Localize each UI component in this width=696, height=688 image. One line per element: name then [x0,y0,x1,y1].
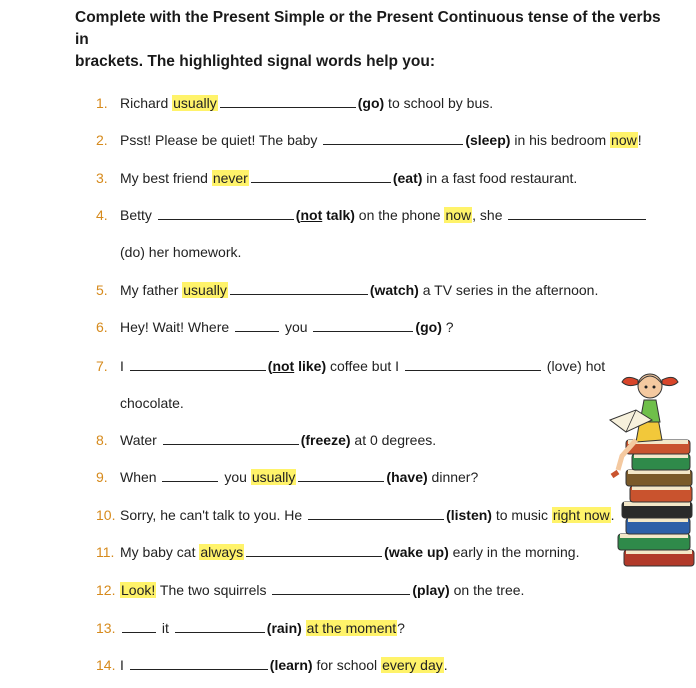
answer-blank[interactable] [235,318,279,332]
signal-word: Look! [121,582,156,598]
item-number: 2. [96,132,108,148]
text: you [281,319,312,335]
signal-word: always [200,544,244,560]
signal-word: right now [552,507,610,523]
signal-word: now [611,132,637,148]
item-number: 13. [96,620,116,636]
verb-hint [296,207,355,223]
text: to music [491,507,552,523]
text: for school [312,657,382,673]
text: My best friend [120,170,212,186]
text: I [120,358,128,374]
verb-hint: (go) [357,95,385,111]
exercise-14 [96,656,448,674]
text: ! [637,132,642,148]
item-number: 12. [96,582,116,598]
answer-blank[interactable] [130,656,268,670]
item-number: 1. [96,95,108,111]
item-number: 11. [96,544,115,560]
exercise-13 [96,619,405,637]
verb-hint: (eat) [392,170,423,186]
answer-blank[interactable] [162,468,218,482]
verb-hint: (have) [386,469,428,485]
text: My father [120,282,183,298]
signal-word: usually [183,282,227,298]
answer-blank[interactable] [251,169,391,183]
verb-hint: (learn) [269,657,313,673]
answer-blank[interactable] [220,94,356,108]
answer-blank[interactable] [130,357,266,371]
text: Richard [120,95,173,111]
answer-blank[interactable] [508,206,646,220]
text: ? [441,319,454,335]
text: on the phone [354,207,445,223]
verb-hint: (wake up) [384,544,449,560]
verb-hint: (freeze) [300,432,351,448]
item-number: 10. [96,507,116,523]
text: at 0 degrees. [350,432,437,448]
answer-blank[interactable] [163,431,299,445]
verb-hint: (watch) [369,282,419,298]
verb-hint: (go) [415,319,442,335]
verb-hint: (sleep) [465,132,511,148]
girl-reading-on-books-illustration [596,360,696,570]
signal-word: usually [251,469,296,485]
exercise-7-continued: chocolate. [120,395,184,411]
text: Sorry, he can't talk to you. He [120,507,307,523]
exercise-12 [96,581,524,599]
text: (love) hot [542,358,606,374]
text: When [120,469,161,485]
signal-word: never [212,170,248,186]
item-number: 5. [96,282,108,298]
exercise-2 [96,131,642,149]
text: dinner? [427,469,479,485]
exercise-9 [96,468,478,486]
text: The two squirrels [156,582,271,598]
verb-hint: (listen) [446,507,492,523]
text: Water [120,432,161,448]
answer-blank[interactable] [175,619,265,633]
item-number: 6. [96,319,108,335]
verb-hint: (play) [412,582,450,598]
answer-blank[interactable] [246,543,382,557]
answer-blank[interactable] [313,318,413,332]
answer-blank[interactable] [158,206,294,220]
exercise-10 [96,506,615,524]
exercise-4 [96,206,648,224]
text: it [158,620,173,636]
exercise-4-continued: (do) her homework. [120,244,242,260]
answer-blank[interactable] [122,619,156,633]
exercise-11 [96,543,579,561]
answer-blank[interactable] [323,131,463,145]
text: you [220,469,251,485]
negation: not [300,207,323,223]
exercise-5 [96,281,598,299]
signal-word: now [445,207,472,223]
text: in a fast food restaurant. [422,170,578,186]
exercise-8 [96,431,436,449]
text: ? [397,620,405,636]
item-number: 8. [96,432,108,448]
text: talk) [322,207,355,223]
negation: not [272,358,295,374]
answer-blank[interactable] [230,281,368,295]
text: Betty [120,207,156,223]
text: to school by bus. [384,95,494,111]
text: . [610,507,615,523]
text: , she [472,207,507,223]
instructions-line-2: brackets. The highlighted signal words help you: [75,53,435,70]
signal-word: at the moment [306,620,397,636]
instructions [75,7,675,73]
text: . [443,657,448,673]
text: early in the morning. [448,544,580,560]
text: My baby cat [120,544,200,560]
instructions-line-1: Complete with the Present Simple or the Present Continuous tense of the verbs in [75,9,661,48]
text: ( [295,207,301,223]
signal-word: every day [382,657,443,673]
text: Hey! Wait! Where [120,319,234,335]
text: a TV series in the afternoon. [418,282,599,298]
answer-blank[interactable] [308,506,444,520]
answer-blank[interactable] [272,581,410,595]
exercise-6 [96,318,454,336]
text: Psst! Please be quiet! The baby [120,132,322,148]
item-number: 4. [96,207,108,223]
item-number: 7. [96,358,108,374]
text: I [120,657,128,673]
answer-blank[interactable] [298,468,384,482]
answer-blank[interactable] [405,357,541,371]
verb-hint: (rain) [266,620,302,636]
exercise-1 [96,94,493,112]
item-number: 3. [96,170,108,186]
signal-word: usually [173,95,217,111]
text: on the tree. [449,582,525,598]
text: ( [267,358,273,374]
exercise-3 [96,169,577,187]
exercise-7 [96,357,605,375]
item-number: 14. [96,657,116,673]
verb-hint [268,358,326,374]
text: coffee but I [326,358,403,374]
text: in his bedroom [510,132,611,148]
item-number: 9. [96,469,108,485]
text: like) [294,358,327,374]
